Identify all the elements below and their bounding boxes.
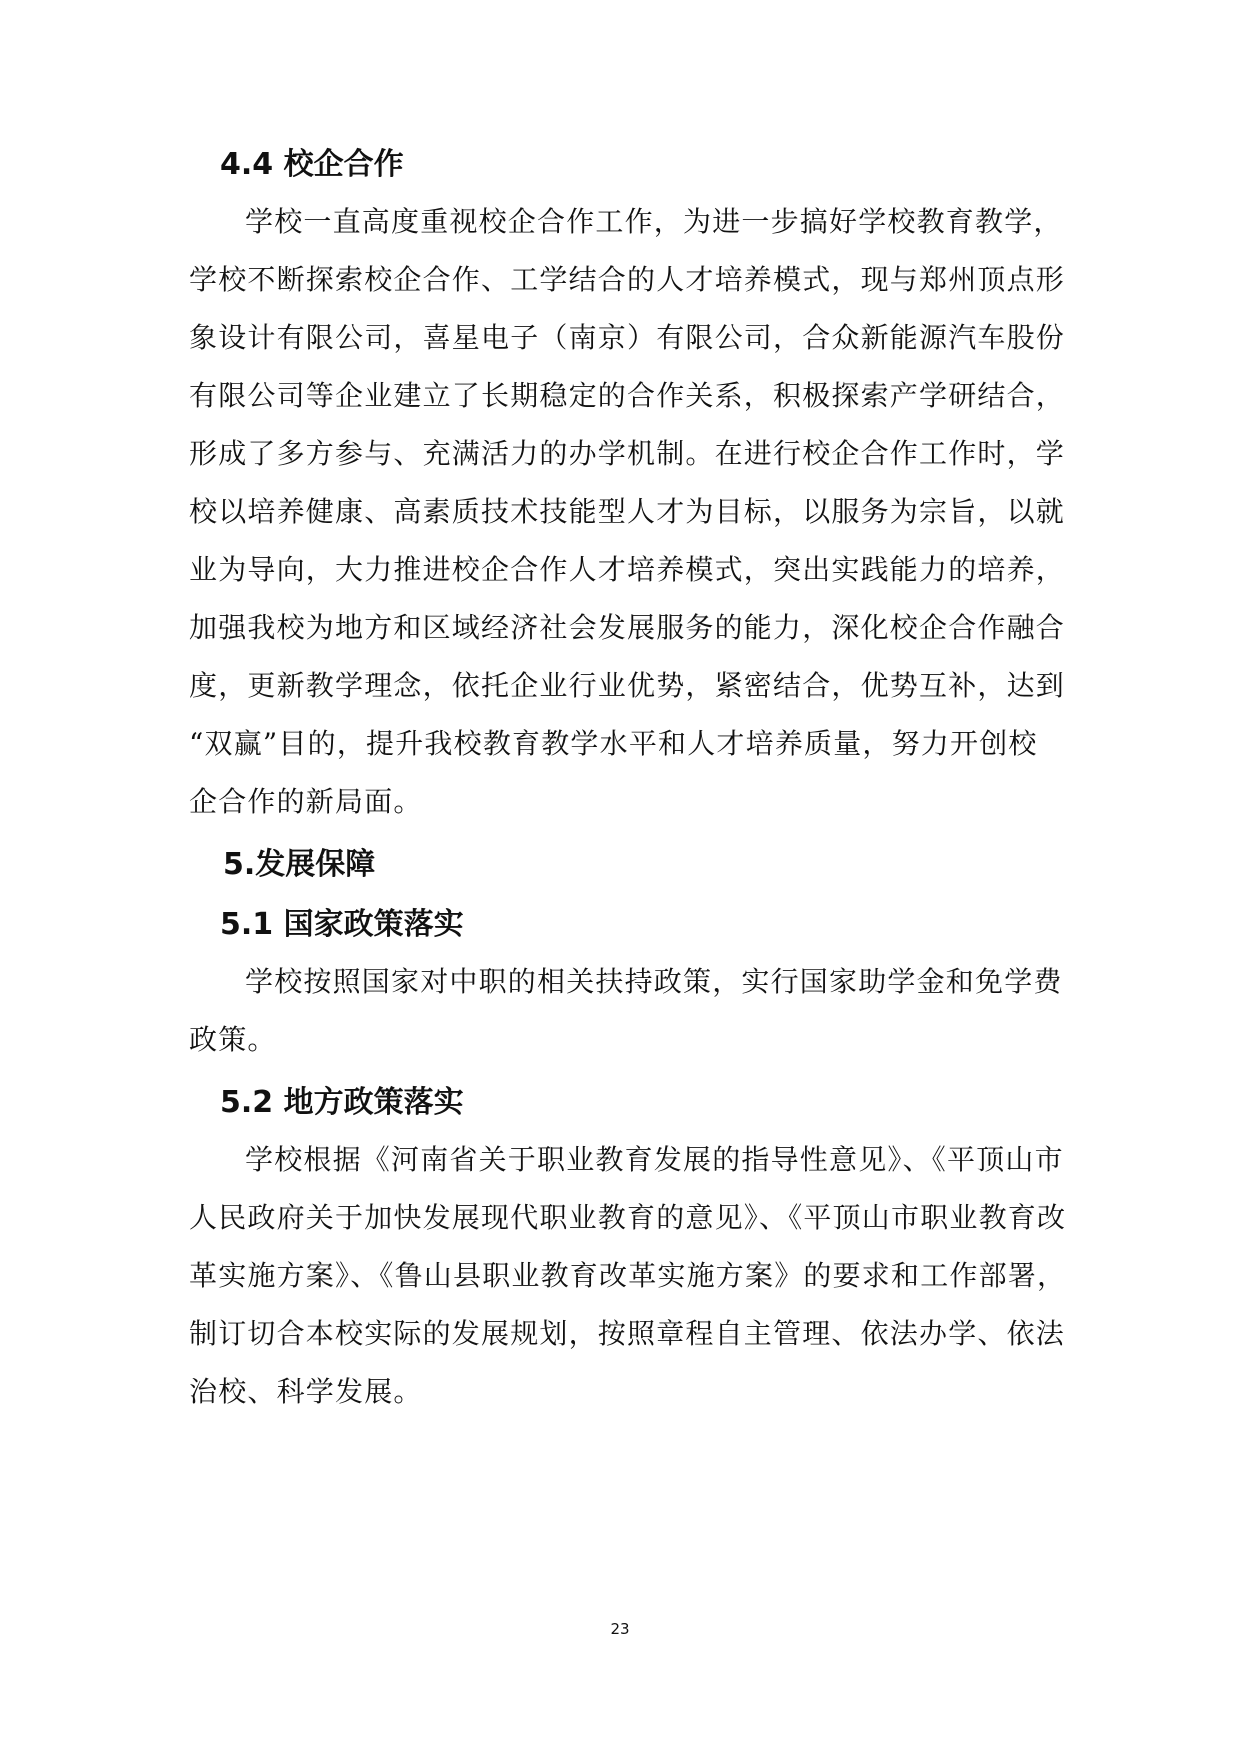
paragraph-line: 象设计有限公司，喜星电子（南京）有限公司，合众新能源汽车股份 [189,321,1066,354]
paragraph-line: 度，更新教学理念，依托企业行业优势，紧密结合，优势互补，达到 [189,669,1066,702]
section-heading-4-4: 4.4 校企合作 [220,147,404,182]
paragraph-line: 加强我校为地方和区域经济社会发展服务的能力，深化校企合作融合 [189,611,1066,644]
paragraph-line: 政策。 [189,1023,277,1056]
paragraph-line: 校以培养健康、高素质技术技能型人才为目标，以服务为宗旨，以就 [189,495,1066,528]
page-number: 23 [610,1620,630,1638]
paragraph-line: 业为导向，大力推进校企合作人才培养模式，突出实践能力的培养， [189,553,1066,586]
section-heading-5: 5.发展保障 [223,847,376,882]
paragraph-line: 革实施方案》、《鲁山县职业教育改革实施方案》的要求和工作部署， [189,1259,1067,1292]
section-heading-5-1: 5.1 国家政策落实 [220,907,464,942]
paragraph-line: 学校一直高度重视校企合作工作，为进一步搞好学校教育教学， [245,205,1063,238]
paragraph-line: 企合作的新局面。 [189,785,423,818]
paragraph-line: 学校不断探索校企合作、工学结合的人才培养模式，现与郑州顶点形 [189,263,1066,296]
paragraph-line: 学校按照国家对中职的相关扶持政策，实行国家助学金和免学费 [245,965,1063,998]
paragraph-line: “双赢”目的，提升我校教育教学水平和人才培养质量，努力开创校 [189,727,1038,760]
paragraph-line: 有限公司等企业建立了长期稳定的合作关系，积极探索产学研结合， [189,379,1066,412]
paragraph-line: 制订切合本校实际的发展规划，按照章程自主管理、依法办学、依法 [189,1317,1066,1350]
paragraph-line: 人民政府关于加快发展现代职业教育的意见》、《平顶山市职业教育改 [189,1201,1067,1234]
paragraph-line: 形成了多方参与、充满活力的办学机制。在进行校企合作工作时，学 [189,437,1066,470]
paragraph-line: 学校根据《河南省关于职业教育发展的指导性意见》、《平顶山市 [245,1143,1064,1176]
section-heading-5-2: 5.2 地方政策落实 [220,1085,464,1120]
paragraph-line: 治校、科学发展。 [189,1375,423,1408]
